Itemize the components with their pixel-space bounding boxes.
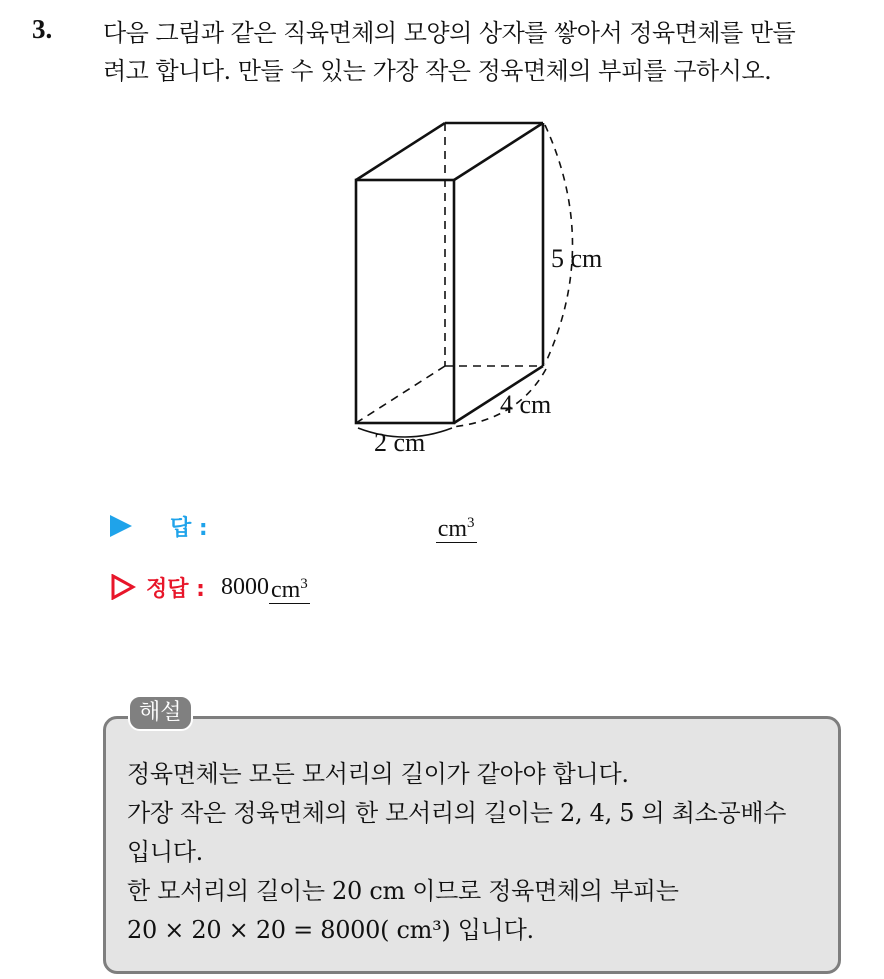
width-label: 2 cm [374,428,426,457]
solution-line: 가장 작은 정육면체의 한 모서리의 길이는 2, 4, 5 의 최소공배수 [127,799,787,827]
height-label: 5 cm [551,244,603,273]
outline-right-triangle-icon [110,574,136,600]
cuboid-edge [356,123,445,180]
correct-answer-row [110,570,310,604]
solution-line: 20 × 20 × 20 = 8000( cm³) 입니다. [127,916,534,944]
solution-tab: 해설 [128,695,193,731]
answer-row [110,509,477,543]
cuboid-hidden-edges [356,123,543,423]
question-number: 3. [32,14,53,44]
cuboid-visible-edges [356,123,543,423]
filled-right-triangle-icon [110,515,132,537]
solution-line: 입니다. [127,838,203,866]
correct-unit-text: cm [270,576,301,603]
answer-unit[interactable] [436,510,477,543]
question-line: 려고 합니다. 만들 수 있는 가장 작은 정육면체의 부피를 구하시오. [103,57,772,85]
solution-line: 정육면체는 모든 모서리의 길이가 같아야 합니다. [127,760,629,788]
correct-answer-value: 8000 [220,573,269,600]
cuboid-hidden-edge [356,366,445,423]
solution-text [127,755,786,950]
cuboid-front-face [356,180,454,423]
depth-label: 4 cm [500,390,552,419]
correct-answer-label: 정답 : [146,576,205,602]
answer-unit-text: cm [437,515,468,542]
correct-unit-exponent: 3 [300,575,308,592]
answer-label: 답 : [170,515,208,541]
answer-unit-exponent: 3 [467,514,475,531]
cuboid-edge [454,123,543,180]
question-line: 다음 그림과 같은 직육면체의 모양의 상자를 쌓아서 정육면체를 만들 [103,19,796,47]
correct-answer-unit [269,571,310,604]
solution-line: 한 모서리의 길이는 20 cm 이므로 정육면체의 부피는 [127,877,679,905]
